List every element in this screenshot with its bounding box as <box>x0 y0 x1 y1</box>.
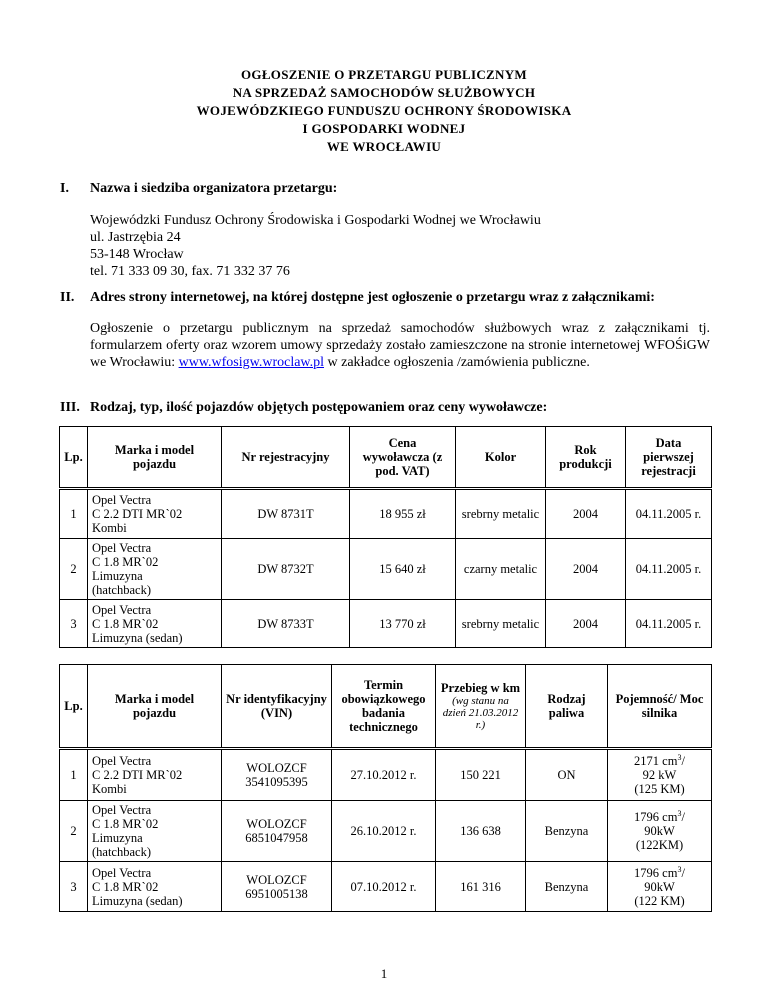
table-row <box>60 862 712 912</box>
column-header: Rodzaj paliwa <box>526 665 608 749</box>
cell-price: 15 640 zł <box>350 539 456 600</box>
cell-fuel: ON <box>526 749 608 801</box>
table-row <box>60 539 712 600</box>
cell-year: 2004 <box>546 600 626 648</box>
website-paragraph <box>90 320 710 371</box>
table-row <box>60 600 712 648</box>
engine-capacity: 1796 cm <box>634 810 678 824</box>
website-link[interactable]: www.wfosigw.wroclaw.pl <box>178 355 325 370</box>
section-heading-text: Nazwa i siedziba organizatora przetargu: <box>90 181 338 196</box>
cell-lp: 1 <box>60 749 88 801</box>
table-row <box>60 801 712 862</box>
cell-model: Opel Vectra C 1.8 MR`02 Limuzyna (sedan) <box>88 862 222 912</box>
column-header: Nr rejestracyjny <box>222 427 350 489</box>
section-1-heading <box>60 181 337 197</box>
cell-model: Opel Vectra C 2.2 DTI MR`02 Kombi <box>88 749 222 801</box>
section-heading-text: Adres strony internetowej, na której dostępne jest ogłoszenie o przetargu wraz z załącznikami: <box>90 290 655 305</box>
cell-lp: 3 <box>60 600 88 648</box>
cell-fuel: Benzyna <box>526 862 608 912</box>
section-heading-text: Rodzaj, typ, ilość pojazdów objętych postępowaniem oraz ceny wywoławcze: <box>90 400 548 415</box>
column-header: Termin obowiązkowego badania technicznego <box>332 665 436 749</box>
section-number: II. <box>60 290 75 305</box>
table-header-row <box>60 427 712 489</box>
column-header: Pojemność/ Moc silnika <box>608 665 712 749</box>
cell-model: Opel Vectra C 1.8 MR`02 Limuzyna (sedan) <box>88 600 222 648</box>
engine-power-km: (122 KM) <box>634 893 685 908</box>
cell-vin: WOLOZCF 3541095395 <box>222 749 332 801</box>
cell-mileage: 161 316 <box>436 862 526 912</box>
section-2-heading <box>60 290 655 306</box>
cell-vin: WOLOZCF 6851047958 <box>222 801 332 862</box>
cell-inspection: 27.10.2012 r. <box>332 749 436 801</box>
title-line: I GOSPODARKI WODNEJ <box>302 121 466 136</box>
section-number: I. <box>60 181 69 196</box>
column-header: Marka i model pojazdu <box>88 427 222 489</box>
cell-lp: 2 <box>60 801 88 862</box>
column-header: Lp. <box>60 427 88 489</box>
organizer-address <box>90 212 710 280</box>
cell-registration-date: 04.11.2005 r. <box>626 489 712 539</box>
engine-power: 90kW <box>644 879 675 894</box>
address-line: ul. Jastrzębia 24 <box>90 230 181 245</box>
column-header: Kolor <box>456 427 546 489</box>
cell-lp: 2 <box>60 539 88 600</box>
section-number: III. <box>60 400 80 415</box>
engine-power: 90kW <box>644 824 675 838</box>
paragraph-text: Ogłoszenie o przetargu publicznym na sprzedaż samochodów służbowych wraz z załącznikami tj. formularzem oferty oraz wzorem umowy sprzedaży zostało zamieszczone na stronie internetowej WFOŚiGW we Wrocławiu: <box>90 321 710 370</box>
cell-vin: WOLOZCF 6951005138 <box>222 862 332 912</box>
page-number: 1 <box>380 966 388 981</box>
cell-mileage: 150 221 <box>436 749 526 801</box>
column-header: Lp. <box>60 665 88 749</box>
title-line: NA SPRZEDAŻ SAMOCHODÓW SŁUŻBOWYCH <box>232 85 536 100</box>
title-line: WE WROCŁAWIU <box>326 139 442 154</box>
mileage-note: (wg stanu na dzień 21.03.2012 r.) <box>442 695 519 731</box>
cell-color: czarny metalic <box>456 539 546 600</box>
column-header: Rok produkcji <box>546 427 626 489</box>
cell-color: srebrny metalic <box>456 600 546 648</box>
address-line: tel. 71 333 09 30, fax. 71 332 37 76 <box>90 264 290 279</box>
document-title <box>0 66 768 156</box>
column-header: Marka i model pojazdu <box>88 665 222 749</box>
cell-engine: 2171 $cm^3/$ 92 kW (125 KM) <box>608 749 712 801</box>
cell-color: srebrny metalic <box>456 489 546 539</box>
engine-power-km: (122KM) <box>635 838 684 852</box>
address-line: Wojewódzki Fundusz Ochrony Środowiska i Gospodarki Wodnej we Wrocławiu <box>90 213 541 228</box>
table-header-row <box>60 665 712 749</box>
cell-model: Opel Vectra C 1.8 MR`02 Limuzyna (hatchback) <box>88 539 222 600</box>
title-line: WOJEWÓDZKIEGO FUNDUSZU OCHRONY ŚRODOWISKA <box>196 103 572 118</box>
engine-capacity: 1796 cm <box>634 865 678 880</box>
mileage-header-text: Przebieg w km <box>440 681 521 695</box>
paragraph-text: w zakładce ogłoszenia /zamówienia publiczne. <box>324 355 590 370</box>
engine-power: 92 kW <box>642 768 677 782</box>
table-row <box>60 489 712 539</box>
column-header: Data pierwszej rejestracji <box>626 427 712 489</box>
section-3-heading <box>60 400 547 416</box>
cell-price: 13 770 zł <box>350 600 456 648</box>
cell-engine: 1796 $cm^3/$ 90kW (122KM) <box>608 801 712 862</box>
cell-inspection: 07.10.2012 r. <box>332 862 436 912</box>
engine-power-km: (125 KM) <box>634 782 685 796</box>
column-header: Nr identyfikacyjny (VIN) <box>222 665 332 749</box>
cell-registration: DW 8733T <box>222 600 350 648</box>
title-line: OGŁOSZENIE O PRZETARGU PUBLICZNYM <box>241 67 527 82</box>
cell-mileage: 136 638 <box>436 801 526 862</box>
engine-capacity: 2171 cm <box>634 754 678 768</box>
cell-model: Opel Vectra C 2.2 DTI MR`02 Kombi <box>88 489 222 539</box>
cell-price: 18 955 zł <box>350 489 456 539</box>
cell-registration-date: 04.11.2005 r. <box>626 600 712 648</box>
cell-lp: 3 <box>60 862 88 912</box>
cell-registration: DW 8732T <box>222 539 350 600</box>
address-line: 53-148 Wrocław <box>90 247 184 262</box>
cell-year: 2004 <box>546 489 626 539</box>
cell-inspection: 26.10.2012 r. <box>332 801 436 862</box>
column-header: Cena wywoławcza (z pod. VAT) <box>350 427 456 489</box>
vehicles-technical-table <box>59 664 712 912</box>
vehicles-price-table <box>59 426 712 648</box>
cell-registration-date: 04.11.2005 r. <box>626 539 712 600</box>
cell-fuel: Benzyna <box>526 801 608 862</box>
cell-model: Opel Vectra C 1.8 MR`02 Limuzyna (hatchback) <box>88 801 222 862</box>
column-header-mileage <box>436 665 526 749</box>
cell-engine: 1796 $cm^3/$ 90kW (122 KM) <box>608 862 712 912</box>
table-row <box>60 749 712 801</box>
cell-registration: DW 8731T <box>222 489 350 539</box>
cell-year: 2004 <box>546 539 626 600</box>
cell-lp: 1 <box>60 489 88 539</box>
